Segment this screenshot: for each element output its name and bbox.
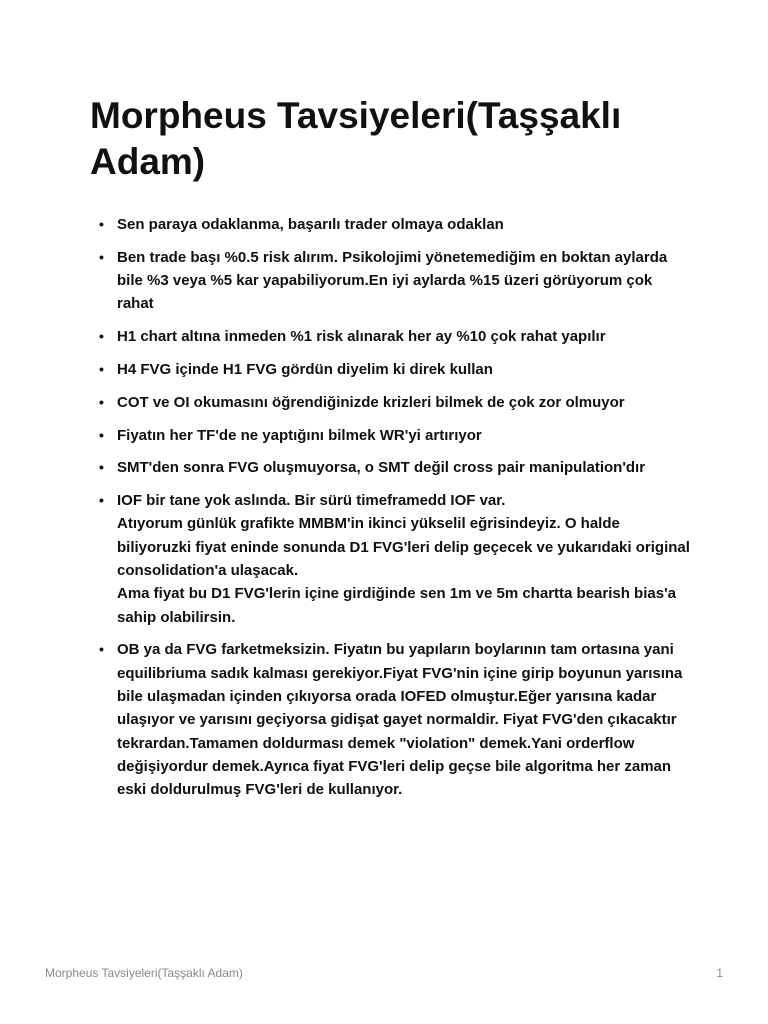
tips-list [90, 213, 690, 802]
tip-item [90, 489, 690, 629]
tip-item [90, 325, 690, 348]
document-title: Morpheus Tavsiyeleri(Taşşaklı Adam) [90, 95, 622, 182]
tip-item [90, 246, 690, 316]
tip-text: IOF bir tane yok aslında. Bir sürü timeframedd IOF var. [117, 492, 506, 510]
bullet-icon: • [99, 216, 104, 232]
tip-text: Fiyatın her TF'de ne yaptığını bilmek WR'yi artırıyor [117, 426, 482, 444]
tip-text: H4 FVG içinde H1 FVG gördün diyelim ki direk kullan [117, 360, 493, 378]
tip-text: Sen paraya odaklanma, başarılı trader olmaya odaklan [117, 216, 504, 233]
document-page [90, 93, 690, 811]
bullet-icon: • [99, 393, 104, 410]
tip-text: SMT'den sonra FVG oluşmuyorsa, o SMT değil cross pair manipulation'dır [117, 459, 646, 477]
tip-text: Ama fiyat bu D1 FVG'lerin içine girdiğinde sen 1m ve 5m chartta bearish bias'a sahip olabilirsin. [117, 585, 676, 626]
bullet-icon: • [99, 641, 104, 658]
tip-text: H1 chart altına inmeden %1 risk alınarak her ay %10 çok rahat yapılır [117, 328, 606, 346]
bullet-icon: • [99, 360, 104, 377]
tip-item [90, 391, 690, 414]
tip-text: OB ya da FVG farketmeksizin. Fiyatın bu yapıların boylarının tam ortasına yani equilibriuma sadık kalması gerekiyor.Fiyat FVG'nin içine girip boyunun yarısına bile ulaşmadan içinden çıkıyorsa orada IOFED olmuştur.Eğer yarısına kadar ulaşıyor ve yarısını geçiyorsa gidişat gayet normaldir. Fiyat FVG'den çıkacaktır tekrardan.Tamamen doldurması demek "violation" demek.Yani orderflow değişiyordur demek.Ayrıca fiyat FVG'leri delip geçse bile algoritma her zaman eski doldurulmuş FVG'leri de kullanıyor. [117, 641, 683, 799]
bullet-icon: • [99, 328, 104, 345]
tip-item [90, 358, 690, 381]
tip-item [90, 638, 690, 801]
tip-item [90, 456, 690, 479]
footer-page-number: 1 [716, 966, 723, 980]
tip-text: Atıyorum günlük grafikte MMBM'in ikinci yükselil eğrisindeyiz. O halde biliyoruzki fiyat eninde sonunda D1 FVG'leri delip geçecek ve yukarıdaki original consolidation'a ulaşacak. [117, 515, 690, 580]
bullet-icon: • [99, 248, 104, 265]
tip-item [90, 424, 690, 447]
tip-text: COT ve OI okumasını öğrendiğinizde krizleri bilmek de çok zor olmuyor [117, 393, 625, 411]
footer-title: Morpheus Tavsiyeleri(Taşşaklı Adam) [45, 966, 243, 980]
tip-item [90, 213, 690, 236]
bullet-icon: • [99, 492, 104, 509]
bullet-icon: • [99, 426, 104, 443]
bullet-icon: • [99, 459, 104, 476]
tip-text: Ben trade başı %0.5 risk alırım. Psikolojimi yönetemediğim en boktan aylarda bile %3 veya %5 kar yapabiliyorum.En iyi aylarda %15 üzeri görüyorum çok rahat [117, 248, 668, 313]
